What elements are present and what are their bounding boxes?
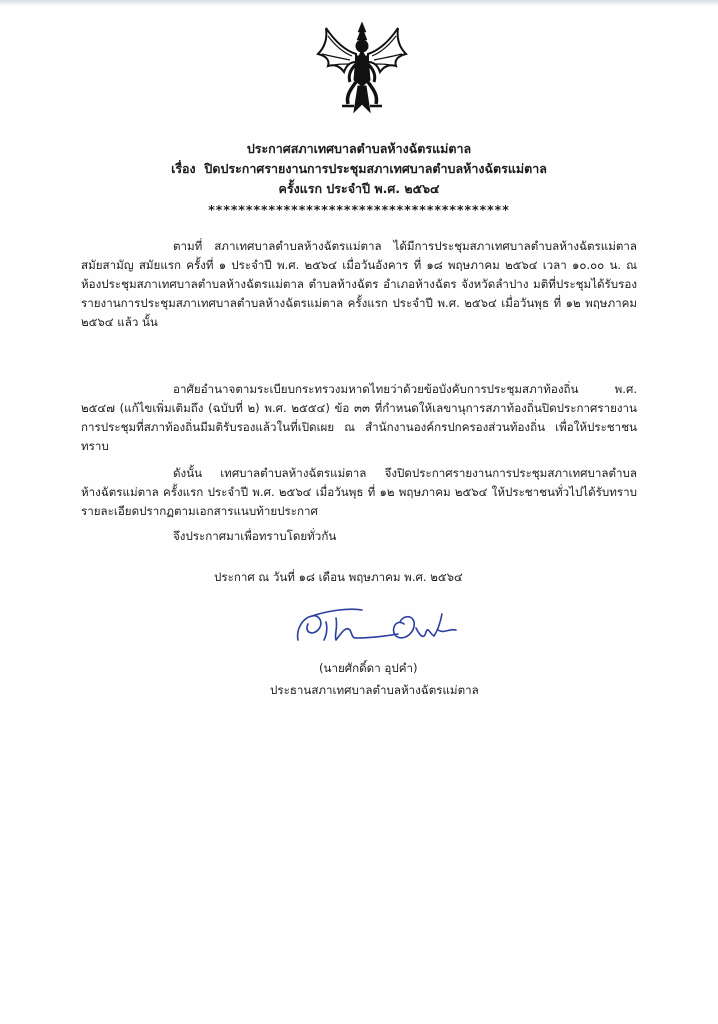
- subject-prefix: เรื่อง: [171, 161, 196, 176]
- handwritten-signature: [290, 600, 465, 650]
- garuda-emblem-icon: [316, 20, 408, 116]
- signer-position: ประธานสภาเทศบาลตำบลห้างฉัตรแม่ตาล: [270, 683, 479, 697]
- paragraph-3: ดังนั้น เทศบาลตำบลห้างฉัตรแม่ตาล จึงปิดประกาศรายงานการประชุมสภาเทศบาลตำบลห้างฉัตรแม่ตาล ครั้งแรก ประจำปี พ.ศ. ๒๕๖๔ เมื่อวันพุธ ที่ ๑๒ พฤษภาคม ๒๕๖๔ ให้ประชาชนทั่วไปได้รับทราบรายละเอียดปรากฏตามเอกสารแนบท้ายประกาศ: [81, 466, 637, 518]
- document-subject: [0, 160, 718, 178]
- paragraph-1: ตามที่ สภาเทศบาลตำบลห้างฉัตรแม่ตาล ได้มีการประชุมสภาเทศบาลตำบลห้างฉัตรแม่ตาล สมัยสามัญ สมัยแรก ครั้งที่ ๑ ประจำปี พ.ศ. ๒๕๖๔ เมื่อวันอังคาร ที่ ๑๘ พฤษภาคม ๒๕๖๔ เวลา ๑๐.๐๐ น. ณ ห้องประชุมสภาเทศบาลตำบลห้างฉัตรแม่ตาล ตำบลห้างฉัตร อำเภอห้างฉัตร จังหวัดลำปาง มติที่ประชุมได้รับรองรายงานการประชุมสภาเทศบาลตำบลห้างฉัตรแม่ตาล ครั้งแรก ประจำปี พ.ศ. ๒๕๖๔ เมื่อวันพุธ ที่ ๑๒ พฤษภาคม ๒๕๖๔ แล้ว นั้น: [81, 239, 637, 329]
- paragraph-2: อาศัยอำนาจตามระเบียบกระทรวงมหาดไทยว่าด้วยข้อบังคับการประชุมสภาท้องถิ่น พ.ศ. ๒๕๔๗ (แก้ไขเพิ่มเติมถึง (ฉบับที่ ๒) พ.ศ. ๒๕๕๔) ข้อ ๓๓ ที่กำหนดให้เลขานุการสภาท้องถิ่นปิดประกาศรายงานการประชุมที่สภาท้องถิ่นมีมติรับรองแล้วในที่เปิดเผย ณ สำนักงานองค์กรปกครองส่วนท้องถิ่น เพื่อให้ประชาชนทราบ: [81, 382, 637, 453]
- header-separator: ****************************************: [208, 202, 510, 217]
- signer-name: (นายศักดิ์ดา อุปคำ): [319, 661, 418, 675]
- document-title: ประกาศสภาเทศบาลตำบลห้างฉัตรแม่ตาล: [246, 141, 472, 156]
- subject-text: ปิดประกาศรายงานการประชุมสภาเทศบาลตำบลห้างฉัตรแม่ตาล: [204, 161, 547, 176]
- closing-statement: จึงประกาศมาเพื่อทราบโดยทั่วกัน: [173, 529, 337, 543]
- announcement-date: ประกาศ ณ วันที่ ๑๘ เดือน พฤษภาคม พ.ศ. ๒๕๖๔: [214, 570, 463, 584]
- document-session: ครั้งแรก ประจำปี พ.ศ. ๒๕๖๔: [278, 181, 440, 196]
- scan-edge: [0, 0, 718, 6]
